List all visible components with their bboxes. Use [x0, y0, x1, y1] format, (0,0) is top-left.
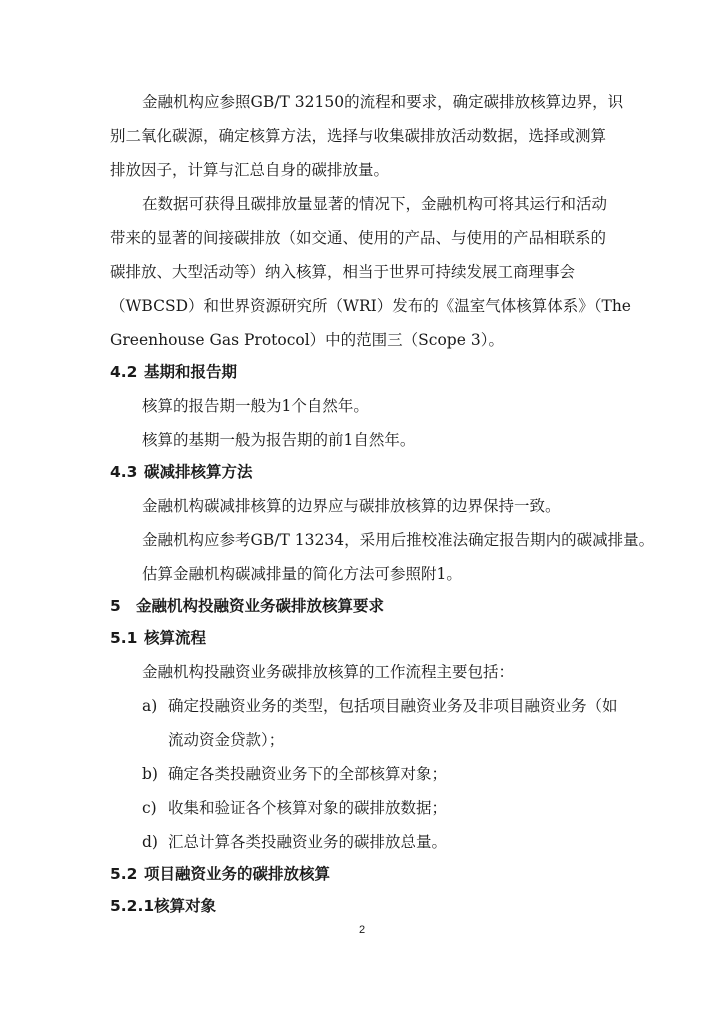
- paragraph-line: 估算金融机构碳减排量的简化方法可参照附1。: [142, 565, 462, 583]
- section-title: 基期和报告期: [144, 363, 238, 381]
- section-title: 金融机构投融资业务碳排放核算要求: [136, 597, 385, 615]
- list-item: [142, 832, 447, 852]
- list-marker: b): [142, 765, 158, 783]
- paragraph-line: 在数据可获得且碳排放量显著的情况下，金融机构可将其运行和活动: [142, 195, 608, 213]
- section-heading-4-2: [110, 362, 237, 382]
- section-number: 5.2.1: [110, 897, 155, 915]
- section-heading-5-2-1: [110, 896, 216, 916]
- list-marker: c): [142, 799, 157, 817]
- section-title: 项目融资业务的碳排放核算: [144, 865, 331, 883]
- page-number: 2: [358, 924, 366, 936]
- paragraph-line: 金融机构投融资业务碳排放核算的工作流程主要包括：: [142, 663, 515, 681]
- list-text: 汇总计算各类投融资业务的碳排放总量。: [168, 833, 448, 851]
- paragraph-line: 金融机构碳减排核算的边界应与碳排放核算的边界保持一致。: [142, 497, 561, 515]
- paragraph-line: 碳排放、大型活动等）纳入核算，相当于世界可持续发展工商理事会: [110, 263, 576, 281]
- section-number: 5: [110, 597, 121, 615]
- section-number: 4.2: [110, 363, 138, 381]
- paragraph-line: 金融机构应参照GB/T 32150的流程和要求，确定碳排放核算边界，识: [142, 93, 624, 111]
- section-number: 4.3: [110, 463, 138, 481]
- paragraph-line: 排放因子，计算与汇总自身的碳排放量。: [110, 161, 390, 179]
- list-marker: a): [142, 697, 158, 715]
- list-item: [142, 764, 447, 784]
- paragraph-line: 核算的报告期一般为1个自然年。: [142, 397, 369, 415]
- list-text: 收集和验证各个核算对象的碳排放数据；: [168, 799, 448, 817]
- section-number: 5.1: [110, 629, 138, 647]
- list-text: 确定投融资业务的类型，包括项目融资业务及非项目融资业务（如: [168, 697, 618, 715]
- paragraph-line: Greenhouse Gas Protocol）中的范围三（Scope 3）。: [110, 331, 504, 349]
- paragraph-line: 带来的显著的间接碳排放（如交通、使用的产品、与使用的产品相联系的: [110, 229, 607, 247]
- section-heading-5-2: [110, 864, 330, 884]
- section-heading-4-3: [110, 462, 253, 482]
- section-number: 5.2: [110, 865, 138, 883]
- list-marker: d): [142, 833, 158, 851]
- paragraph-line: 别二氧化碳源，确定核算方法，选择与收集碳排放活动数据，选择或测算: [110, 127, 607, 145]
- section-title: 碳减排核算方法: [144, 463, 253, 481]
- section-title: 核算对象: [154, 897, 217, 915]
- list-text: 确定各类投融资业务下的全部核算对象；: [168, 765, 448, 783]
- paragraph-line: （WBCSD）和世界资源研究所（WRI）发布的《温室气体核算体系》（The: [110, 297, 631, 315]
- list-item: [142, 696, 618, 716]
- section-title: 核算流程: [144, 629, 207, 647]
- paragraph-line: 金融机构应参考GB/T 13234，采用后推校准法确定报告期内的碳减排量。: [142, 531, 655, 549]
- paragraph-line: 核算的基期一般为报告期的前1自然年。: [142, 431, 416, 449]
- list-item: [142, 798, 447, 818]
- section-heading-5: [110, 596, 384, 616]
- section-heading-5-1: [110, 628, 206, 648]
- list-item-continuation: 流动资金贷款）；: [168, 731, 285, 749]
